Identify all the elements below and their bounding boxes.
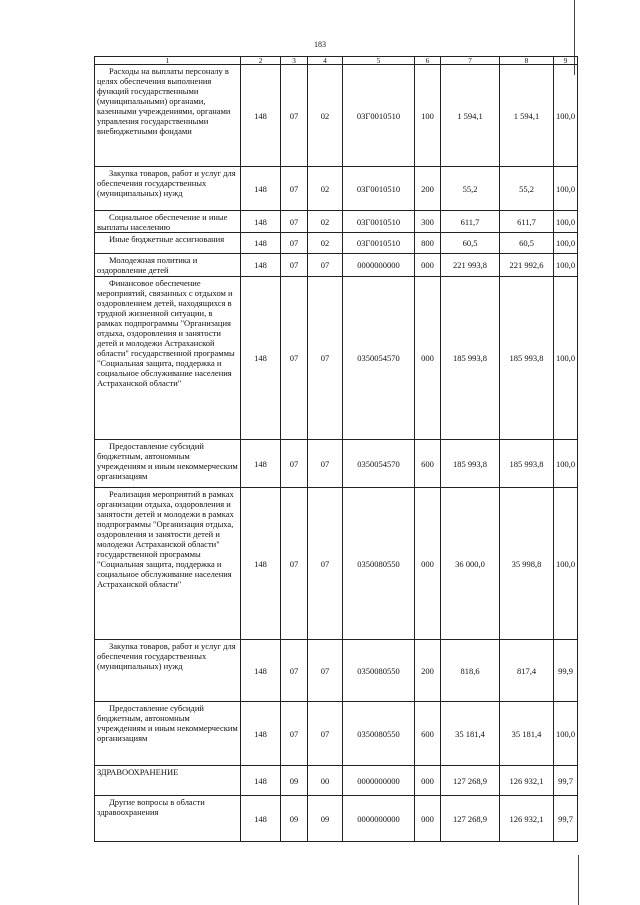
row-name: Закупка товаров, работ и услуг для обеспечения государственных (муниципальных) нужд [95,640,241,702]
cell-section: 07 [281,254,308,277]
table-row [95,233,578,254]
cell-section: 07 [281,233,308,254]
cell-subsection: 07 [308,440,343,488]
cell-percent: 100,0 [554,277,578,440]
budget-table [94,56,578,842]
cell-target: 03Г0010510 [343,167,415,211]
cell-grbs: 148 [241,702,281,766]
cell-expense-type: 100 [415,65,441,167]
cell-actual: 35 181,4 [500,702,554,766]
table-row [95,796,578,842]
cell-plan: 35 181,4 [441,702,500,766]
cell-section: 07 [281,488,308,640]
row-name: Предоставление субсидий бюджетным, автономным учреждениям и иным некоммерческим организациям [95,702,241,766]
cell-subsection: 02 [308,233,343,254]
cell-plan: 611,7 [441,211,500,233]
cell-expense-type: 000 [415,277,441,440]
row-name: Расходы на выплаты персоналу в целях обеспечения выполнения функций государственными (муниципальными) органами, казенными учреждениями, органами управления государственными внебюджетными фондами [95,65,241,167]
cell-actual: 126 932,1 [500,766,554,796]
header-cell: 7 [441,57,500,65]
cell-actual: 611,7 [500,211,554,233]
header-cell: 6 [415,57,441,65]
cell-actual: 55,2 [500,167,554,211]
cell-actual: 35 998,8 [500,488,554,640]
cell-subsection: 07 [308,254,343,277]
cell-section: 07 [281,640,308,702]
cell-expense-type: 000 [415,488,441,640]
cell-expense-type: 200 [415,167,441,211]
cell-subsection: 07 [308,702,343,766]
cell-grbs: 148 [241,640,281,702]
cell-target: 0350054570 [343,277,415,440]
header-cell: 5 [343,57,415,65]
cell-expense-type: 000 [415,766,441,796]
cell-expense-type: 600 [415,702,441,766]
row-name: Финансовое обеспечение мероприятий, связанных с отдыхом и оздоровлением детей, находящихся в трудной жизненной ситуации, в рамках подпрограммы "Организация отдыха, оздоровления и занятости детей и молодежи Астраханской области" государственной программы "Социальная защита, поддержка и социальное обслуживание населения Астраханской области" [95,277,241,440]
table-row [95,65,578,167]
cell-target: 0350080550 [343,640,415,702]
header-row [95,57,578,65]
margin-line-bottom [578,855,579,905]
cell-grbs: 148 [241,211,281,233]
page-number: 183 [314,40,326,49]
row-name: Реализация мероприятий в рамках организации отдыха, оздоровления и занятости детей и молодежи в рамках подпрограммы "Организация отдыха, оздоровления и занятости детей и молодежи Астраханской области" государственной программы "Социальная защита, поддержка и социальное обслуживание населения Астраханской области" [95,488,241,640]
cell-section: 09 [281,796,308,842]
row-name: Предоставление субсидий бюджетным, автономным учреждениям и иным некоммерческим организациям [95,440,241,488]
cell-actual: 221 992,6 [500,254,554,277]
cell-subsection: 02 [308,211,343,233]
cell-grbs: 148 [241,796,281,842]
cell-grbs: 148 [241,167,281,211]
table-row [95,167,578,211]
cell-plan: 36 000,0 [441,488,500,640]
cell-grbs: 148 [241,440,281,488]
cell-expense-type: 300 [415,211,441,233]
row-name: Социальное обеспечение и иные выплаты населению [95,211,241,233]
cell-actual: 126 932,1 [500,796,554,842]
cell-percent: 100,0 [554,167,578,211]
cell-subsection: 00 [308,766,343,796]
cell-target: 0350054570 [343,440,415,488]
cell-plan: 60,5 [441,233,500,254]
cell-percent: 99,7 [554,766,578,796]
cell-percent: 99,9 [554,640,578,702]
table-row [95,702,578,766]
table-row [95,440,578,488]
cell-percent: 100,0 [554,488,578,640]
table-row [95,254,578,277]
cell-percent: 100,0 [554,702,578,766]
cell-target: 0350080550 [343,488,415,640]
cell-target: 0000000000 [343,766,415,796]
cell-expense-type: 600 [415,440,441,488]
cell-grbs: 148 [241,254,281,277]
cell-section: 07 [281,277,308,440]
cell-grbs: 148 [241,277,281,440]
header-cell: 8 [500,57,554,65]
cell-section: 07 [281,702,308,766]
cell-subsection: 02 [308,65,343,167]
cell-target: 03Г0010510 [343,211,415,233]
row-name: Другие вопросы в области здравоохранения [95,796,241,842]
cell-actual: 185 993,8 [500,440,554,488]
table-row [95,766,578,796]
cell-percent: 100,0 [554,233,578,254]
cell-plan: 818,6 [441,640,500,702]
cell-plan: 221 993,8 [441,254,500,277]
cell-subsection: 09 [308,796,343,842]
header-cell: 4 [308,57,343,65]
cell-actual: 1 594,1 [500,65,554,167]
cell-percent: 100,0 [554,211,578,233]
cell-target: 03Г0010510 [343,65,415,167]
cell-grbs: 148 [241,488,281,640]
row-name: ЗДРАВООХРАНЕНИЕ [95,766,241,796]
cell-actual: 185 993,8 [500,277,554,440]
table-row [95,488,578,640]
cell-subsection: 07 [308,488,343,640]
cell-plan: 127 268,9 [441,766,500,796]
header-cell: 3 [281,57,308,65]
cell-percent: 99,7 [554,796,578,842]
cell-section: 07 [281,440,308,488]
row-name: Иные бюджетные ассигнования [95,233,241,254]
cell-actual: 817,4 [500,640,554,702]
header-cell: 1 [95,57,241,65]
cell-target: 0000000000 [343,796,415,842]
cell-expense-type: 000 [415,796,441,842]
cell-expense-type: 000 [415,254,441,277]
cell-plan: 185 993,8 [441,277,500,440]
cell-percent: 100,0 [554,65,578,167]
cell-target: 0350080550 [343,702,415,766]
cell-grbs: 148 [241,766,281,796]
table-row [95,277,578,440]
cell-target: 03Г0010510 [343,233,415,254]
cell-plan: 185 993,8 [441,440,500,488]
cell-subsection: 02 [308,167,343,211]
cell-subsection: 07 [308,277,343,440]
cell-target: 0000000000 [343,254,415,277]
cell-expense-type: 800 [415,233,441,254]
cell-plan: 1 594,1 [441,65,500,167]
cell-subsection: 07 [308,640,343,702]
table-row [95,640,578,702]
cell-plan: 55,2 [441,167,500,211]
table-row [95,211,578,233]
cell-actual: 60,5 [500,233,554,254]
header-cell: 9 [554,57,578,65]
cell-percent: 100,0 [554,254,578,277]
cell-percent: 100,0 [554,440,578,488]
cell-section: 07 [281,167,308,211]
row-name: Закупка товаров, работ и услуг для обеспечения государственных (муниципальных) нужд [95,167,241,211]
cell-grbs: 148 [241,65,281,167]
cell-section: 09 [281,766,308,796]
cell-plan: 127 268,9 [441,796,500,842]
cell-section: 07 [281,211,308,233]
row-name: Молодежная политика и оздоровление детей [95,254,241,277]
cell-expense-type: 200 [415,640,441,702]
header-cell: 2 [241,57,281,65]
cell-section: 07 [281,65,308,167]
cell-grbs: 148 [241,233,281,254]
